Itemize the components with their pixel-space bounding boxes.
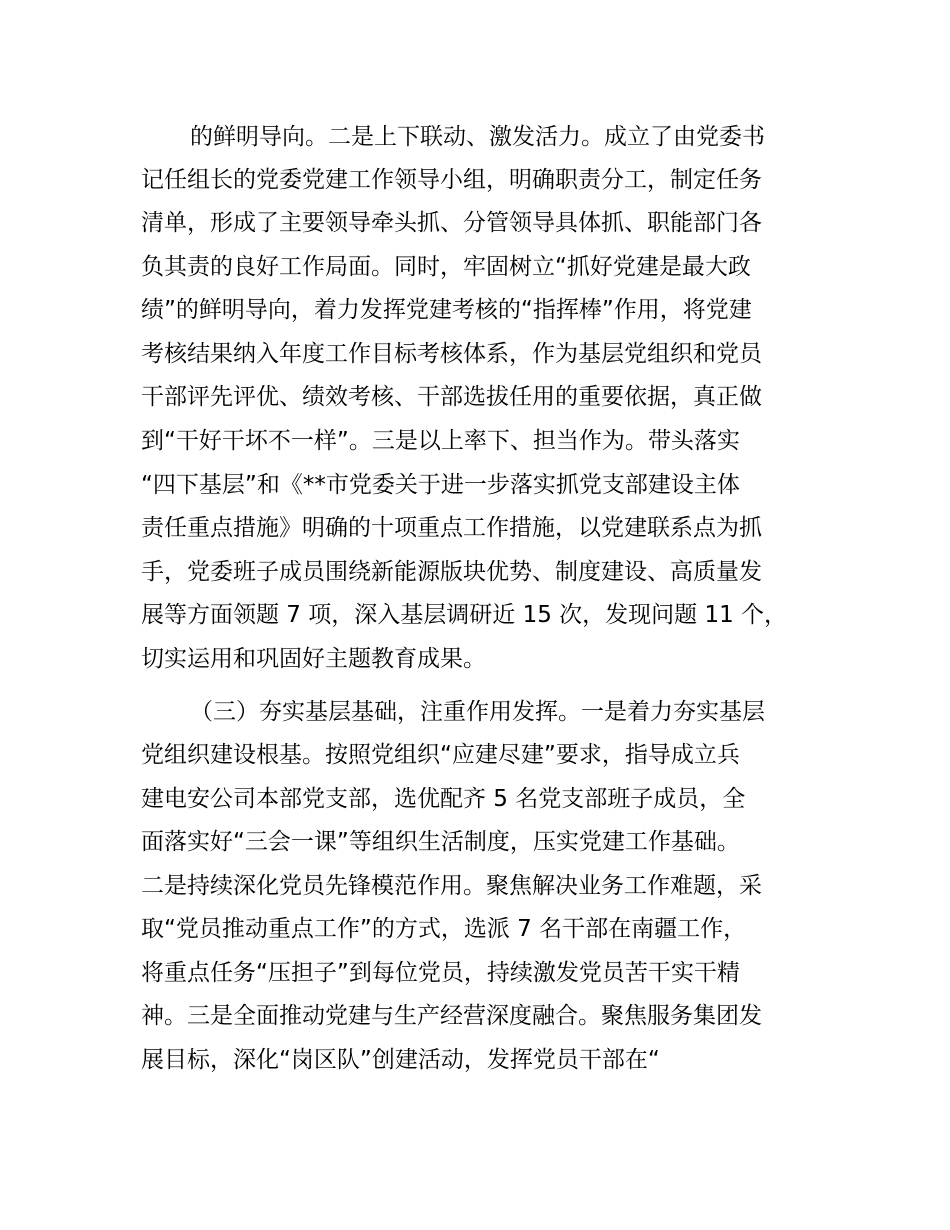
text-line: 记任组长的党委党建工作领导小组，明确职责分工，制定任务 <box>141 167 762 193</box>
text-line: 神。三是全面推动党建与生产经营深度融合。聚焦服务集团发 <box>141 1003 762 1029</box>
text-line: 将重点任务“压担子”到每位党员，持续激发党员苦干实干精 <box>141 960 740 986</box>
text-line: 绩”的鲜明导向，着力发挥党建考核的“指挥棒”作用，将党建 <box>141 297 752 323</box>
text-line: 党组织建设根基。按照党组织“应建尽建”要求，指导成立兵 <box>141 742 740 768</box>
text-line: 清单，形成了主要领导牵头抓、分管领导具体抓、职能部门各 <box>141 210 762 236</box>
text-line: 面落实好“三会一课”等组织生活制度，压实党建工作基础。 <box>141 829 740 855</box>
text-line: 考核结果纳入年度工作目标考核体系，作为基层党组织和党员 <box>141 341 762 367</box>
text-line: 展目标，深化“岗区队”创建活动，发挥党员干部在“ <box>141 1047 660 1073</box>
text-line: （三）夯实基层基础，注重作用发挥。一是着力夯实基层 <box>190 699 765 725</box>
text-line: 二是持续深化党员先锋模范作用。聚焦解决业务工作难题，采 <box>141 873 762 899</box>
text-line: 切实运用和巩固好主题教育成果。 <box>141 646 486 672</box>
text-line: 手，党委班子成员围绕新能源版块优势、制度建设、高质量发 <box>141 559 762 585</box>
text-line: 展等方面领题 7 项，深入基层调研近 15 次，发现问题 11 个， <box>141 602 788 628</box>
text-line: 取“党员推动重点工作”的方式，选派 7 名干部在南疆工作， <box>141 916 747 942</box>
text-line: 建电安公司本部党支部，选优配齐 5 名党支部班子成员，全 <box>141 786 746 812</box>
text-line: “四下基层”和《**市党委关于进一步落实抓党支部建设主体 <box>141 472 740 498</box>
text-line: 干部评先评优、绩效考核、干部选拔任用的重要依据，真正做 <box>141 384 762 410</box>
text-line: 负其责的良好工作局面。同时，牢固树立“抓好党建是最大政 <box>141 254 751 280</box>
text-line: 的鲜明导向。二是上下联动、激发活力。成立了由党委书 <box>190 124 765 150</box>
text-line: 到“干好干坏不一样”。三是以上率下、担当作为。带头落实 <box>141 428 740 454</box>
text-line: 责任重点措施》明确的十项重点工作措施，以党建联系点为抓 <box>141 515 762 541</box>
